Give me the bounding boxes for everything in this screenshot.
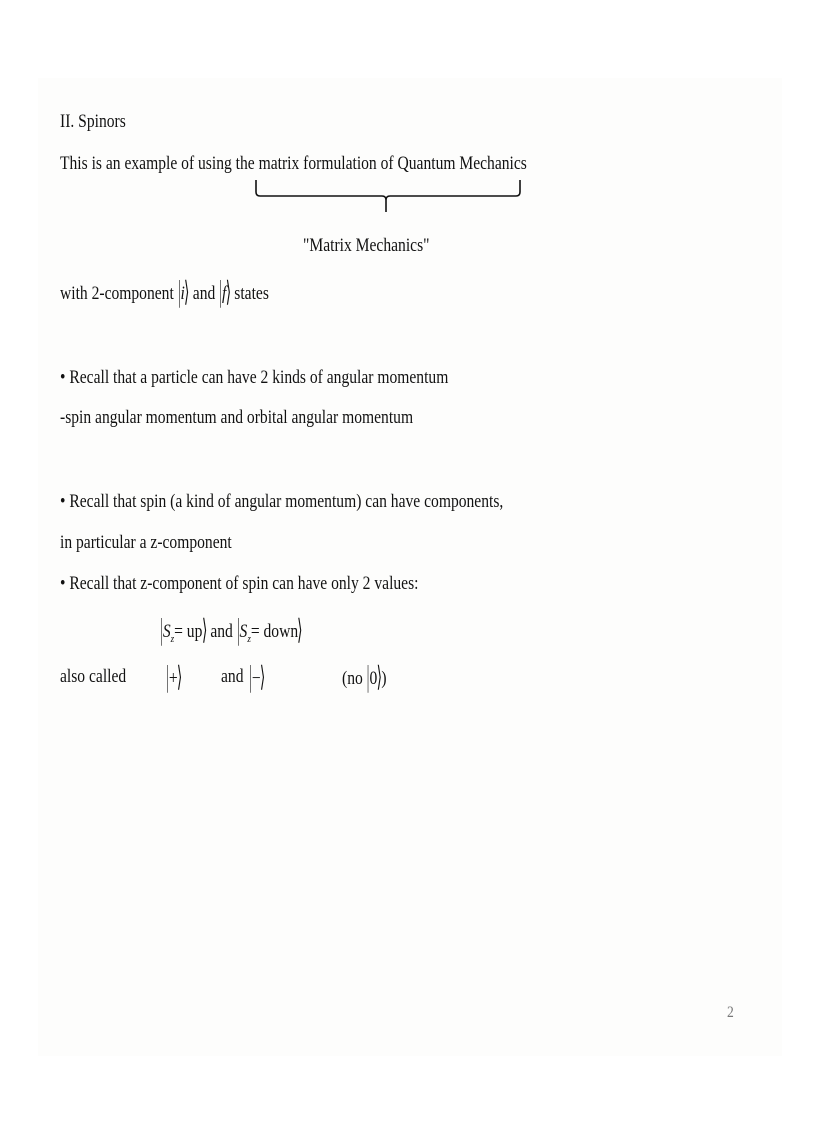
ket-angle-icon: ⟩ xyxy=(184,275,190,308)
sz-states-line xyxy=(159,613,303,651)
bullet-1: • Recall that a particle can have 2 kinds of angular momentum xyxy=(60,367,449,388)
sz-up: = up xyxy=(174,621,203,642)
ket-i: i xyxy=(180,283,185,304)
minus-ket xyxy=(248,660,266,693)
sz-down: = down xyxy=(250,621,299,642)
with-and: and xyxy=(192,283,216,304)
with-suffix: states xyxy=(234,283,269,304)
with-prefix: with 2-component xyxy=(60,283,174,304)
ket-angle-icon: ⟩ xyxy=(376,660,382,693)
ket-f: f xyxy=(222,283,227,304)
bullet-3: • Recall that z-component of spin can have only 2 values: xyxy=(60,573,419,594)
sz-and: and xyxy=(210,621,233,642)
ket-angle-icon: ⟩ xyxy=(259,660,266,693)
ket-bar-icon: | xyxy=(176,275,182,308)
sz-symbol: S xyxy=(239,621,248,642)
zero-symbol: 0 xyxy=(369,668,378,689)
ket-bar-icon: | xyxy=(218,275,223,308)
page-number: 2 xyxy=(727,1004,734,1021)
sz-subscript: z xyxy=(170,633,175,645)
ket-angle-icon: ⟩ xyxy=(176,660,183,693)
bullet-2-continued: in particular a z-component xyxy=(60,532,232,553)
bullet-2: • Recall that spin (a kind of angular momentum) can have components, xyxy=(60,491,504,512)
slide-background xyxy=(38,78,782,1056)
no-zero-note xyxy=(342,660,387,693)
no-prefix: (no xyxy=(342,668,363,689)
ket-bar-icon: | xyxy=(248,660,253,693)
ket-bar-icon: | xyxy=(365,660,371,693)
bullet-1-continued: -spin angular momentum and orbital angular momentum xyxy=(60,407,414,428)
plus-symbol: + xyxy=(168,668,178,689)
ket-bar-icon: | xyxy=(159,613,164,646)
intro-text: This is an example of using the matrix formulation of Quantum Mechanics xyxy=(60,153,527,174)
sz-subscript: z xyxy=(247,633,251,645)
sz-symbol: S xyxy=(162,621,171,642)
ket-bar-icon: | xyxy=(165,660,170,693)
also-called-label: also called xyxy=(60,666,127,687)
ket-angle-icon: ⟩ xyxy=(297,613,303,646)
with-line xyxy=(60,275,269,308)
ket-angle-icon: ⟩ xyxy=(225,275,232,308)
brace-label: "Matrix Mechanics" xyxy=(303,235,430,256)
plus-ket xyxy=(165,660,183,693)
no-suffix: ) xyxy=(381,668,387,689)
also-and: and xyxy=(221,666,244,687)
minus-symbol: − xyxy=(251,668,261,689)
ket-angle-icon: ⟩ xyxy=(201,613,208,646)
ket-bar-icon: | xyxy=(236,613,241,646)
heading: II. Spinors xyxy=(60,111,126,132)
brace-icon xyxy=(254,178,522,218)
